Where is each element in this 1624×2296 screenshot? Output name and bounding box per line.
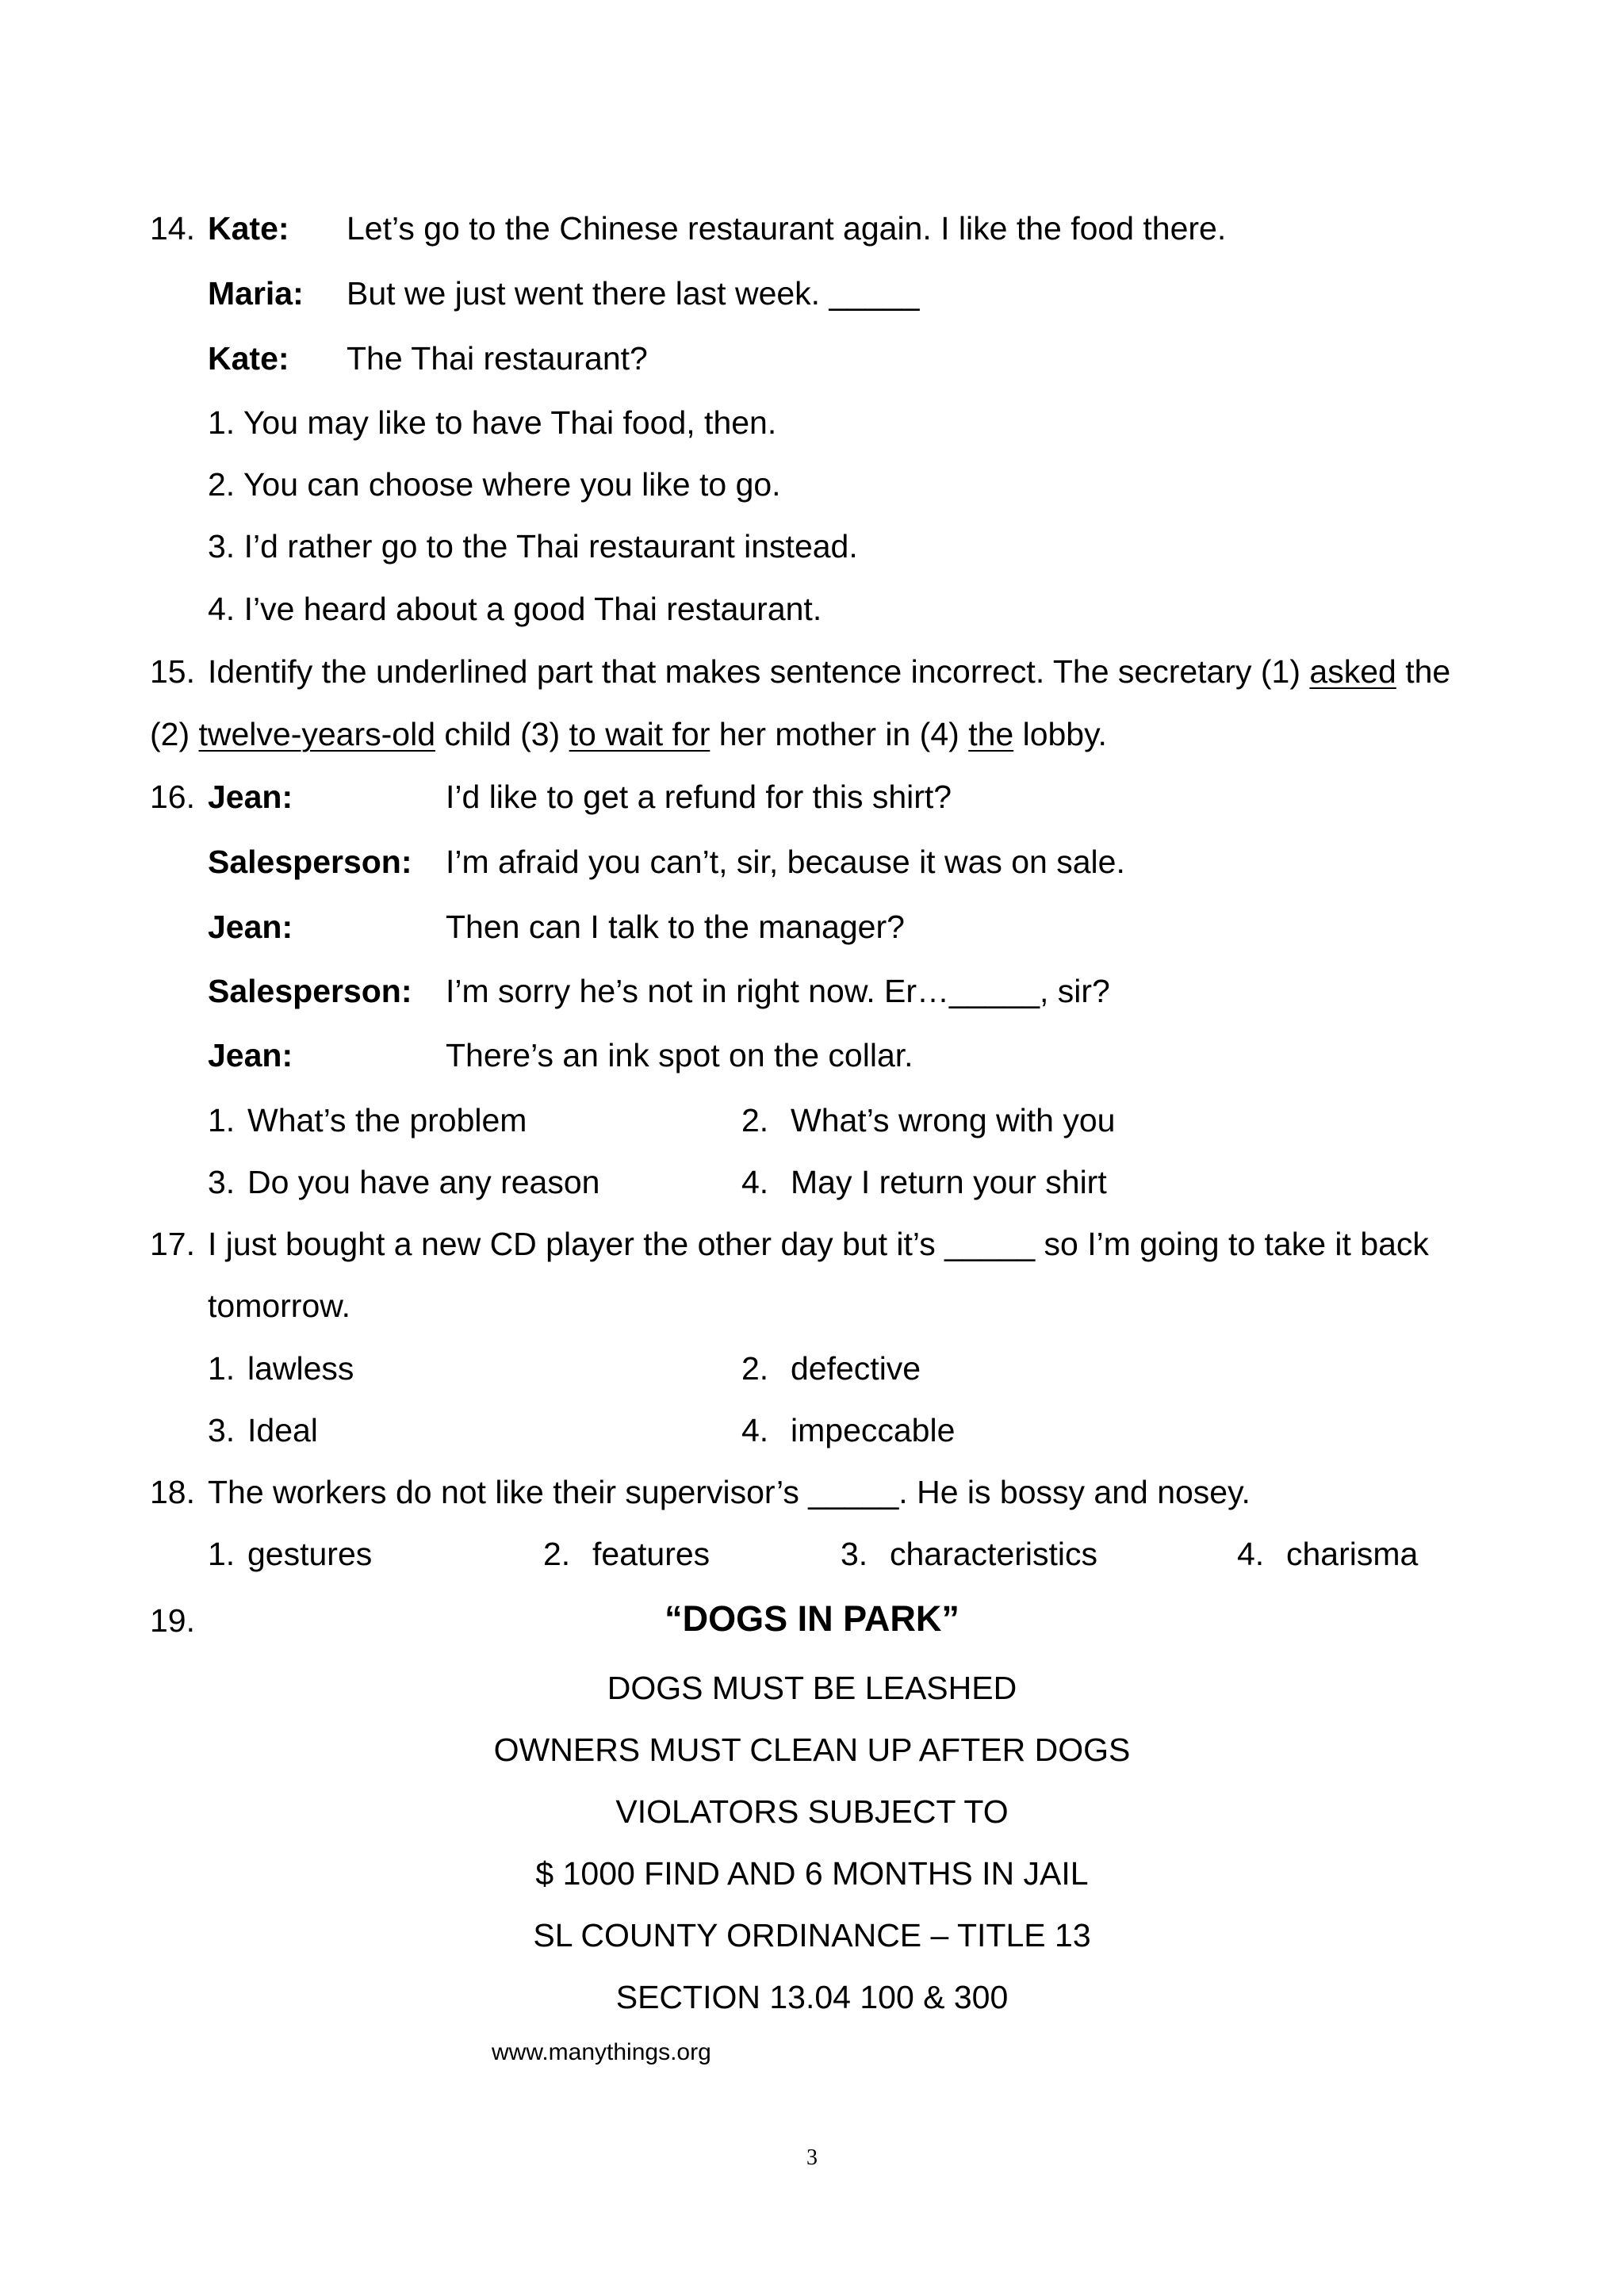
answer-option: Do you have any reason <box>247 1164 600 1200</box>
dialog-line: I’d like to get a refund for this shirt? <box>446 779 952 815</box>
underlined-part: the <box>968 716 1014 752</box>
question-text: child (3) <box>435 716 569 752</box>
option-number: 3. <box>208 1164 236 1200</box>
answer-option: May I return your shirt <box>791 1164 1107 1200</box>
question-text: her mother in (4) <box>710 716 969 752</box>
option-number: 2. <box>543 1536 571 1572</box>
question-number: 19. <box>150 1602 195 1639</box>
option-number: 2. <box>741 1350 769 1387</box>
option-number: 4. <box>1237 1536 1265 1572</box>
question-number: 15. <box>150 653 195 690</box>
question-number: 14. <box>150 210 195 247</box>
speaker-label: Salesperson: <box>208 844 412 880</box>
speaker-label: Salesperson: <box>208 973 412 1009</box>
dialog-line: The Thai restaurant? <box>347 340 648 377</box>
dialog-line: But we just went there last week. _____ <box>347 275 920 312</box>
answer-option: What’s wrong with you <box>791 1102 1116 1138</box>
speaker-label: Kate: <box>208 340 289 377</box>
sign-line: VIOLATORS SUBJECT TO <box>615 1793 1009 1830</box>
answer-option: 4. I’ve heard about a good Thai restaurant. <box>208 591 822 627</box>
question-number: 16. <box>150 779 195 815</box>
question-text-line <box>150 715 1107 753</box>
answer-option: characteristics <box>890 1536 1098 1572</box>
sign-line: SECTION 13.04 100 & 300 <box>615 1979 1009 2015</box>
option-number: 4. <box>741 1412 769 1448</box>
dialog-line: I’m afraid you can’t, sir, because it was on sale. <box>446 844 1125 880</box>
question-number: 18. <box>150 1474 195 1510</box>
underlined-part: to wait for <box>569 716 710 752</box>
question-text: tomorrow. <box>208 1288 350 1324</box>
dialog-line: I’m sorry he’s not in right now. Er…_____, sir? <box>446 973 1110 1009</box>
answer-option: 2. You can choose where you like to go. <box>208 466 781 503</box>
question-text: the <box>1396 653 1451 690</box>
page-number: 3 <box>806 2145 818 2170</box>
source-credit: www.manythings.org <box>492 2039 711 2065</box>
underlined-part: asked <box>1309 653 1396 690</box>
speaker-label: Maria: <box>208 275 304 312</box>
question-text: Identify the underlined part that makes sentence incorrect. The secretary (1) <box>208 653 1310 690</box>
answer-option: charisma <box>1286 1536 1419 1572</box>
option-number: 4. <box>741 1164 769 1200</box>
answer-option: 3. I’d rather go to the Thai restaurant instead. <box>208 528 858 564</box>
option-number: 1. <box>208 1102 236 1138</box>
sign-title: “DOGS IN PARK” <box>665 1598 959 1639</box>
question-text-line <box>208 652 1450 691</box>
speaker-label: Jean: <box>208 779 293 815</box>
answer-option: features <box>592 1536 710 1572</box>
option-number: 2. <box>741 1102 769 1138</box>
option-number: 3. <box>841 1536 868 1572</box>
dialog-line: There’s an ink spot on the collar. <box>446 1037 914 1073</box>
answer-option: Ideal <box>247 1412 318 1448</box>
sign-line: OWNERS MUST CLEAN UP AFTER DOGS <box>493 1732 1131 1768</box>
answer-option: gestures <box>247 1536 373 1572</box>
question-text: lobby. <box>1013 716 1107 752</box>
question-text: (2) <box>150 716 199 752</box>
answer-option: defective <box>791 1350 921 1387</box>
speaker-label: Jean: <box>208 909 293 945</box>
answer-option: What’s the problem <box>247 1102 527 1138</box>
option-number: 3. <box>208 1412 236 1448</box>
dialog-line: Let’s go to the Chinese restaurant again. I like the food there. <box>347 210 1227 247</box>
answer-option: lawless <box>247 1350 354 1387</box>
speaker-label: Jean: <box>208 1037 293 1073</box>
question-text: The workers do not like their supervisor’s _____. He is bossy and nosey. <box>208 1474 1251 1510</box>
answer-option: 1. You may like to have Thai food, then. <box>208 404 777 441</box>
sign-line: $ 1000 FIND AND 6 MONTHS IN JAIL <box>535 1855 1089 1892</box>
option-number: 1. <box>208 1350 236 1387</box>
answer-option: impeccable <box>791 1412 956 1448</box>
option-number: 1. <box>208 1536 236 1572</box>
sign-line: SL COUNTY ORDINANCE – TITLE 13 <box>533 1917 1091 1954</box>
sign-line: DOGS MUST BE LEASHED <box>607 1670 1017 1706</box>
question-text: I just bought a new CD player the other day but it’s _____ so I’m going to take it back <box>208 1226 1429 1262</box>
dialog-line: Then can I talk to the manager? <box>446 909 905 945</box>
underlined-part: twelve-years-old <box>198 716 435 752</box>
speaker-label: Kate: <box>208 210 289 247</box>
question-number: 17. <box>150 1226 195 1262</box>
